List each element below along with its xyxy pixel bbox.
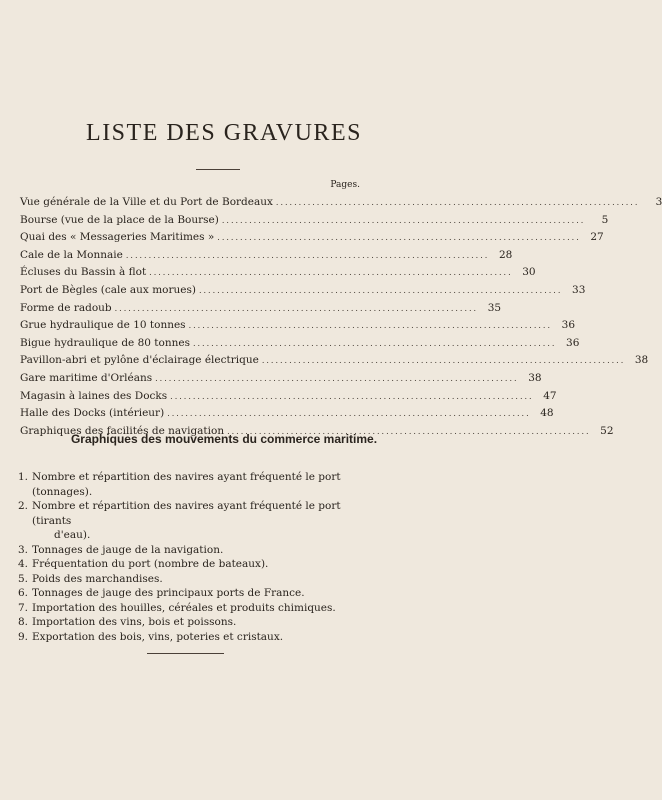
- list-item-text-wrap: [32, 601, 368, 616]
- list-item: [18, 557, 368, 572]
- table-of-contents: [20, 196, 662, 442]
- toc-entry-label: Grue hydraulique de 10 tonnes: [20, 319, 186, 332]
- dot-leader: ................................................................................: [149, 268, 513, 278]
- toc-entry-page: 47: [543, 389, 557, 402]
- list-item-text-wrap: [32, 499, 368, 543]
- toc-entry-page: 27: [590, 231, 604, 244]
- toc-entry-label: Quai des « Messageries Maritimes »: [20, 231, 215, 244]
- toc-entry-label: Cale de la Monnaie: [20, 248, 123, 261]
- list-item-text: Nombre et répartition des navires ayant fréquenté le port (tonnages).: [32, 471, 341, 498]
- list-item: [18, 543, 368, 558]
- toc-entry-label: Port de Bègles (cale aux morues): [20, 283, 196, 296]
- toc-entry: [20, 213, 609, 232]
- toc-entry: [20, 283, 586, 302]
- toc-entry: [20, 266, 536, 284]
- list-item-number: 4.: [18, 558, 29, 570]
- list-item-number: 2.: [18, 500, 29, 512]
- toc-entry-page: 36: [566, 336, 580, 349]
- toc-entry: [20, 231, 604, 249]
- list-item-text: Poids des marchandises.: [32, 572, 163, 585]
- list-item-number: 5.: [18, 572, 29, 585]
- toc-entry-page: 35: [487, 301, 502, 314]
- toc-entry-label: Halle des Docks (intérieur): [20, 407, 165, 420]
- dot-leader: ................................................................................: [155, 373, 519, 383]
- dot-leader: ................................................................................: [198, 285, 563, 295]
- list-item-text-wrap: [32, 572, 368, 587]
- list-item-text: Tonnages de jauge des principaux ports de France.: [32, 587, 305, 599]
- list-item-number: 6.: [18, 587, 29, 599]
- list-item: [18, 499, 368, 543]
- list-item-text-wrap: [32, 615, 368, 630]
- toc-entry: [20, 389, 557, 408]
- toc-entry-page: 33: [572, 283, 586, 296]
- list-item-number: 8.: [18, 616, 29, 628]
- toc-entry: [20, 248, 513, 267]
- dot-leader: ................................................................................: [275, 198, 640, 207]
- list-item-text-wrap: [32, 630, 368, 645]
- dot-leader: ................................................................................: [217, 233, 581, 243]
- list-item: [18, 601, 368, 616]
- toc-entry: [20, 371, 542, 390]
- list-item: [18, 470, 368, 499]
- dot-leader: ................................................................................: [114, 303, 479, 313]
- list-item-continuation: d'eau).: [54, 529, 91, 541]
- toc-entry: [20, 196, 662, 214]
- list-item-text: Importation des vins, bois et poissons.: [32, 616, 237, 628]
- section-title: Graphiques des mouvements du commerce maritime.: [70, 432, 378, 446]
- dot-leader: ................................................................................: [192, 338, 557, 348]
- toc-entry-label: Vue générale de la Ville et du Port de Bordeaux: [20, 196, 273, 208]
- list-item-text-wrap: [32, 470, 368, 499]
- list-item-text-wrap: [32, 543, 368, 558]
- list-item-text: Importation des houilles, céréales et produits chimiques.: [32, 601, 336, 614]
- toc-entry-label: Graphiques des facilités de navigation: [20, 424, 225, 437]
- dot-leader: ................................................................................: [167, 409, 531, 419]
- dot-leader: ................................................................................: [170, 391, 534, 401]
- toc-entry-page: 30: [522, 266, 536, 279]
- list-item-text: Exportation des bois, vins, poteries et cristaux.: [32, 630, 284, 643]
- dot-leader: ................................................................................: [261, 356, 626, 366]
- toc-entry: [20, 354, 649, 372]
- toc-entry-page: 52: [600, 424, 614, 437]
- toc-entry: [20, 319, 576, 337]
- toc-entry-page: 38: [528, 371, 542, 384]
- toc-entry: [20, 336, 580, 355]
- toc-entry-page: 5: [601, 213, 609, 226]
- toc-entry: [20, 407, 554, 425]
- list-item: [18, 572, 368, 587]
- toc-entry-page: 36: [561, 319, 576, 332]
- title-divider: [196, 169, 240, 170]
- toc-entry-page: 3: [655, 196, 662, 208]
- toc-entry-label: Écluses du Bassin à flot: [20, 266, 147, 279]
- list-item-text: Fréquentation du port (nombre de bateaux).: [32, 558, 269, 570]
- toc-entry-page: 48: [540, 407, 554, 420]
- toc-entry-label: Magasin à laines des Docks: [20, 389, 168, 402]
- dot-leader: ................................................................................: [221, 215, 586, 225]
- page-title: LISTE DES GRAVURES: [86, 120, 362, 146]
- toc-entry-label: Gare maritime d'Orléans: [20, 371, 153, 384]
- bottom-divider: [147, 653, 224, 654]
- list-item: [18, 630, 368, 645]
- toc-entry-label: Bourse (vue de la place de la Bourse): [20, 213, 219, 226]
- dot-leader: ................................................................................: [227, 426, 591, 436]
- list-item-text: Nombre et répartition des navires ayant fréquenté le port (tirants: [32, 500, 341, 527]
- dot-leader: ................................................................................: [188, 321, 553, 331]
- toc-entry: [20, 301, 502, 320]
- list-item-number: 9.: [18, 630, 29, 643]
- toc-entry-page: 28: [498, 248, 513, 261]
- list-item-text: Tonnages de jauge de la navigation.: [32, 543, 224, 556]
- pages-column-header: Pages.: [330, 180, 360, 190]
- list-item: [18, 586, 368, 601]
- list-item: [18, 615, 368, 630]
- list-item-number: 7.: [18, 601, 29, 614]
- toc-entry-label: Forme de radoub: [20, 301, 112, 314]
- graph-list: [18, 470, 368, 644]
- dot-leader: ................................................................................: [125, 250, 490, 260]
- list-item-text-wrap: [32, 586, 368, 601]
- toc-entry-label: Pavillon-abri et pylône d'éclairage électrique: [20, 354, 259, 367]
- list-item-number: 1.: [18, 471, 29, 483]
- list-item-text-wrap: [32, 557, 368, 572]
- toc-entry-label: Bigue hydraulique de 80 tonnes: [20, 336, 190, 349]
- list-item-number: 3.: [18, 543, 29, 556]
- toc-entry-page: 38: [634, 354, 649, 367]
